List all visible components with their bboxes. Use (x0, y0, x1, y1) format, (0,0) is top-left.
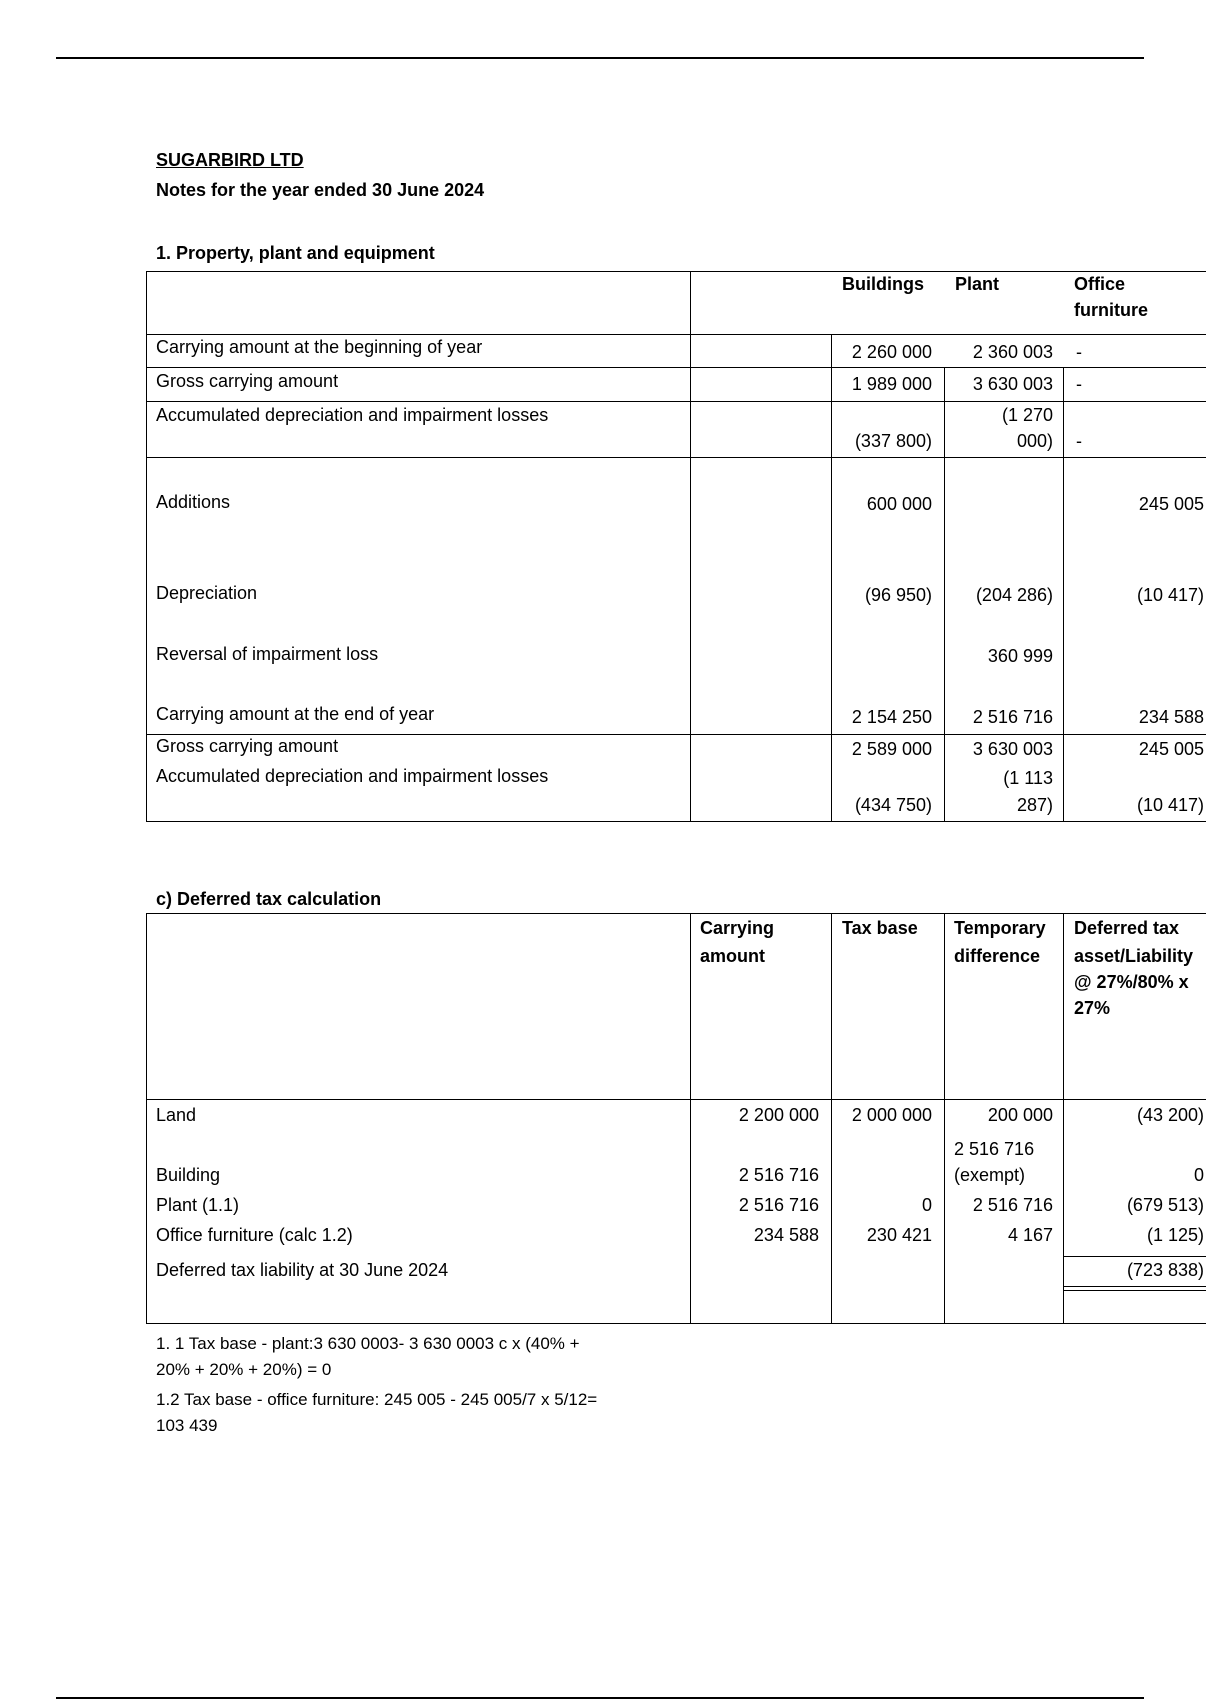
open-office: - (1076, 342, 1082, 362)
total-label: Deferred tax liability at 30 June 2024 (156, 1260, 449, 1280)
row-reversal-label: Reversal of impairment loss (156, 644, 379, 664)
land-carrying: 2 200 000 (738, 1105, 819, 1125)
company-name: SUGARBIRD LTD (156, 150, 304, 170)
reversal-plant: 360 999 (987, 646, 1053, 666)
plant-deferred: (679 513) (1126, 1195, 1204, 1215)
open-buildings: 2 260 000 (851, 342, 932, 362)
gross2-buildings: 2 589 000 (851, 739, 932, 759)
col-tax-base: Tax base (842, 918, 918, 938)
accum-plant-1: (1 270 (1001, 405, 1053, 425)
row-depreciation-label: Depreciation (156, 583, 258, 603)
row-gross2-label: Gross carrying amount (156, 736, 339, 756)
accum-plant-2: 000) (1016, 431, 1053, 451)
col-deferred-2: asset/Liability (1074, 946, 1194, 966)
office-furniture-temporary: 4 167 (1007, 1225, 1053, 1245)
footnote-1-line-2: 20% + 20% + 20%) = 0 (156, 1360, 332, 1379)
closing-office: 234 588 (1138, 707, 1204, 727)
building-deferred: 0 (1193, 1165, 1204, 1185)
col-temporary-2: difference (954, 946, 1041, 966)
gross2-office: 245 005 (1138, 739, 1204, 759)
office-furniture-carrying: 234 588 (753, 1225, 819, 1245)
row-open-label: Carrying amount at the beginning of year (156, 337, 483, 357)
row-accum-label: Accumulated depreciation and impairment losses (156, 405, 549, 425)
plant-label: Plant (1.1) (156, 1195, 240, 1215)
land-label: Land (156, 1105, 197, 1125)
col-deferred-4: 27% (1074, 998, 1111, 1018)
footnote-2-line-1: 1.2 Tax base - office furniture: 245 005 - 245 005/7 x 5/12= (156, 1390, 598, 1409)
closing-plant: 2 516 716 (972, 707, 1053, 727)
col-plant: Plant (955, 274, 1000, 294)
additions-buildings: 600 000 (866, 494, 932, 514)
building-temporary-2: (exempt) (954, 1165, 1026, 1185)
building-carrying: 2 516 716 (738, 1165, 819, 1185)
total-deferred: (723 838) (1126, 1260, 1204, 1280)
depreciation-plant: (204 286) (975, 585, 1053, 605)
footnote-2-line-2: 103 439 (156, 1416, 218, 1435)
plant-carrying: 2 516 716 (738, 1195, 819, 1215)
depreciation-buildings: (96 950) (864, 585, 932, 605)
row-additions-label: Additions (156, 492, 231, 512)
col-carrying-2: amount (700, 946, 765, 966)
col-temporary-1: Temporary (954, 918, 1046, 938)
office-furniture-tax-base: 230 421 (866, 1225, 932, 1245)
footnote-1-line-1: 1. 1 Tax base - plant:3 630 0003- 3 630 0003 c x (40% + (156, 1334, 580, 1353)
notes-subtitle: Notes for the year ended 30 June 2024 (156, 180, 485, 200)
accum2-plant-2: 287) (1016, 795, 1053, 815)
col-office-2: furniture (1074, 300, 1148, 320)
gross-plant: 3 630 003 (972, 374, 1053, 394)
plant-temporary: 2 516 716 (972, 1195, 1053, 1215)
office-furniture-label: Office furniture (calc 1.2) (156, 1225, 353, 1245)
row-gross-label: Gross carrying amount (156, 371, 339, 391)
row-closing-label: Carrying amount at the end of year (156, 704, 435, 724)
row-accum2-label: Accumulated depreciation and impairment losses (156, 766, 549, 786)
col-deferred-3: @ 27%/80% x (1074, 972, 1189, 992)
deferred-section-title: c) Deferred tax calculation (156, 889, 382, 909)
accum2-buildings: (434 750) (854, 795, 932, 815)
depreciation-office: (10 417) (1136, 585, 1204, 605)
closing-buildings: 2 154 250 (851, 707, 932, 727)
building-label: Building (156, 1165, 221, 1185)
col-carrying-1: Carrying (700, 918, 775, 938)
office-furniture-deferred: (1 125) (1146, 1225, 1204, 1245)
accum2-office: (10 417) (1136, 795, 1204, 815)
accum2-plant-1: (1 113 (1003, 768, 1053, 788)
gross2-plant: 3 630 003 (972, 739, 1053, 759)
land-deferred: (43 200) (1136, 1105, 1204, 1125)
col-office-1: Office (1074, 274, 1126, 294)
plant-tax-base: 0 (921, 1195, 932, 1215)
col-buildings: Buildings (842, 274, 924, 294)
gross-office: - (1076, 374, 1082, 394)
additions-office: 245 005 (1138, 494, 1204, 514)
gross-buildings: 1 989 000 (851, 374, 932, 394)
land-temporary: 200 000 (987, 1105, 1053, 1125)
accum-buildings: (337 800) (854, 431, 932, 451)
ppe-section-title: 1. Property, plant and equipment (156, 243, 435, 263)
accum-office: - (1076, 431, 1082, 451)
open-plant: 2 360 003 (972, 342, 1053, 362)
building-temporary-1: 2 516 716 (954, 1139, 1035, 1159)
land-tax-base: 2 000 000 (851, 1105, 932, 1125)
col-deferred-1: Deferred tax (1074, 918, 1180, 938)
